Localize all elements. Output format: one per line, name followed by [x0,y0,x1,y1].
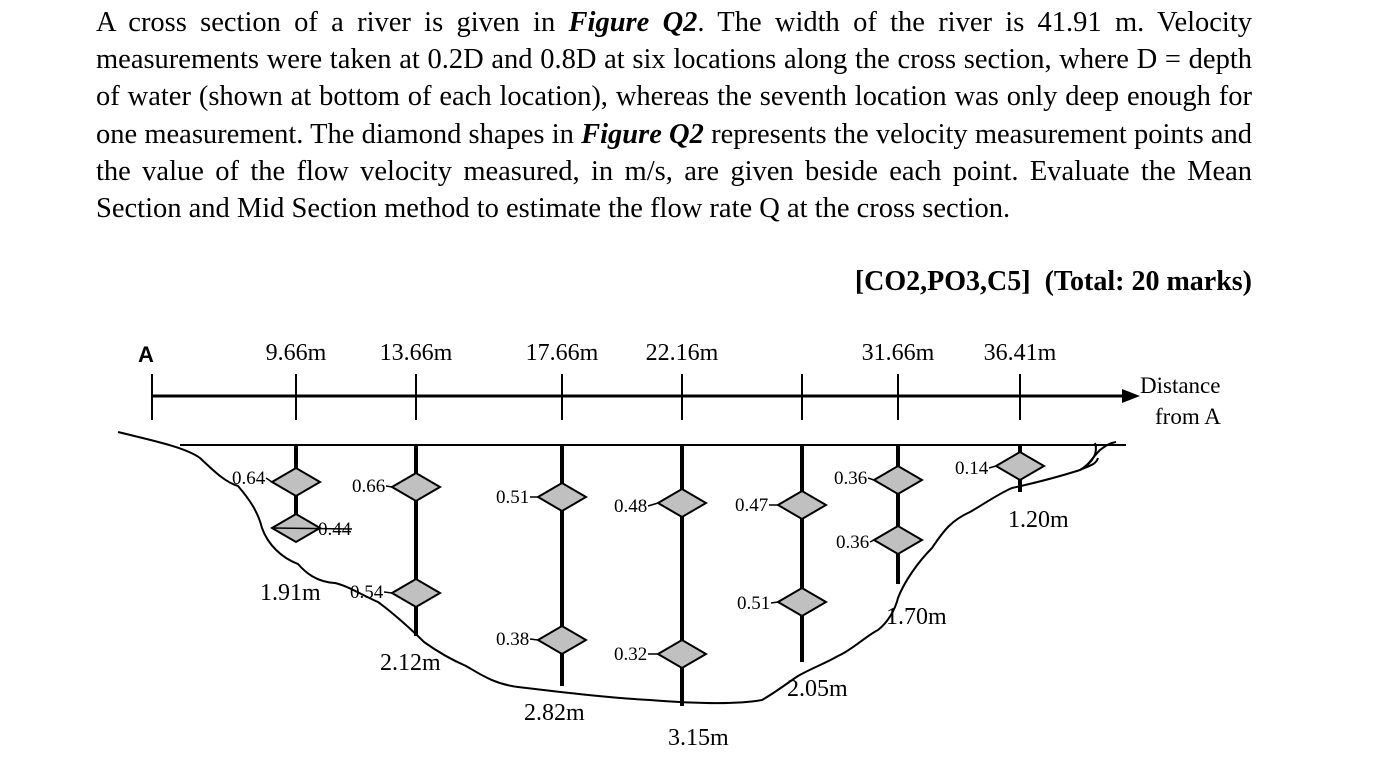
depth-label: 1.91m [260,580,321,606]
distance-label: 36.41m [983,340,1057,366]
depth-label: 2.82m [524,700,585,726]
velocity-label-top: 0.48 [614,496,648,517]
velocity-label-top: 0.64 [232,468,266,489]
velocity-point-top [658,489,706,517]
velocity-leader-line [386,486,392,487]
velocity-label-bottom: 0.54 [350,582,384,603]
velocity-leader-line [266,478,272,482]
depth-label: 3.15m [668,725,729,751]
marks-label: [CO2,PO3,C5] (Total: 20 marks) [854,266,1252,297]
axis-label-distance: Distance [1140,373,1221,398]
depth-label: 1.70m [886,604,947,630]
velocity-label-top: 0.51 [496,487,530,508]
distance-axis [152,374,1140,420]
origin-label: A [138,342,154,367]
distance-label: 9.66m [265,340,327,366]
depth-label: 1.20m [1008,507,1069,533]
velocity-leader-line [530,639,538,640]
velocity-leader-line [648,503,658,506]
velocity-label-top: 0.36 [834,468,868,489]
depth-label: 2.05m [787,676,848,702]
velocity-point-bottom [538,626,586,654]
velocity-point-top [272,468,320,496]
velocity-point-bottom [874,526,922,554]
velocity-leader-line [870,540,874,542]
velocity-label-bottom: 0.36 [836,532,870,553]
velocity-label-top: 0.47 [735,495,769,516]
question-text-part-3: represents the velocity measurement points and the value of the flow velocity measured, in m/s, are given beside each point. Evaluate the Mean Section and Mid Section method to estimate the flow rate Q at the cross section. [96,118,1253,225]
axis-arrowhead [1122,389,1140,403]
velocity-point-bottom [392,579,440,607]
velocity-leader-line [384,592,392,593]
velocity-label-bottom: 0.51 [737,593,771,614]
velocity-leader-line [868,478,874,480]
depth-label: 2.12m [380,650,441,676]
velocity-label-top: 0.66 [352,476,386,497]
figure-reference-2: Figure Q2 [581,118,704,150]
axis-label-from-a: from A [1155,404,1221,429]
velocity-point-top [874,466,922,494]
velocity-label-bottom: 0.44 [318,519,352,540]
velocity-point-bottom [658,640,706,668]
velocity-leader-line [771,602,778,603]
velocity-point-top [778,491,826,519]
velocity-label-bottom: 0.38 [496,629,530,650]
velocity-label-top: 0.14 [955,458,989,479]
figure-reference-1: Figure Q2 [568,7,698,38]
distance-label: 13.66m [379,340,453,366]
velocity-point-top [538,483,586,511]
velocity-point-top [392,473,440,501]
distance-label: 31.66m [861,340,935,366]
velocity-label-bottom: 0.32 [614,644,648,665]
velocity-point-top [996,452,1044,480]
velocity-leader-line [989,466,996,468]
question-text-part-1: A cross section of a river is given in [96,7,569,38]
question-text-part-2: . The width of the river is 41.91 m. Velocity measurements were taken at 0.2D and 0.8D at six locations along the cross section, where D = depth of water (shown at bottom of each location), whereas the seventh location was only deep enough for one measurement. The diamond shapes in [96,7,1252,150]
velocity-point-bottom [778,588,826,616]
distance-label: 17.66m [525,340,599,366]
distance-label: 22.16m [645,340,719,366]
